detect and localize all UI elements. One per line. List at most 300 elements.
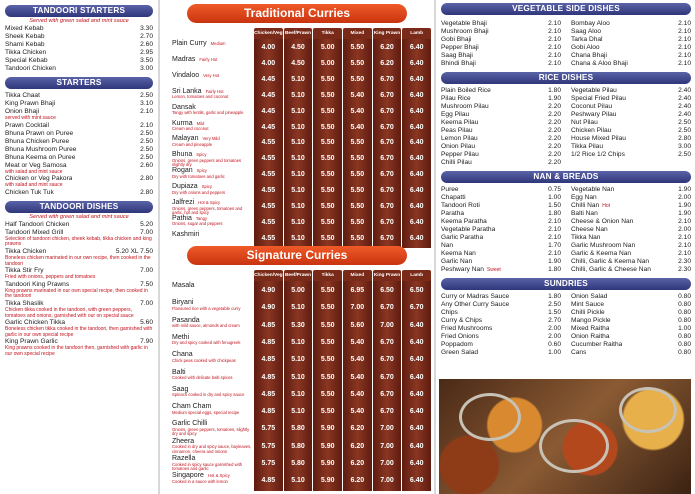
menu-item-name: Onion Bhaji	[5, 108, 40, 115]
curry-price: 5.50	[350, 59, 365, 67]
menu-item-row	[441, 95, 561, 103]
curry-name-cell	[162, 334, 254, 351]
menu-item-name-text: Peas Pilau	[441, 127, 473, 134]
menu-item-price: 2.50	[140, 137, 153, 145]
menu-item-name-text: Special Fried Pilau	[571, 95, 626, 102]
menu-item-name	[441, 20, 487, 28]
menu-item-price: 2.10	[548, 218, 561, 225]
curry-price: 6.70	[380, 304, 394, 312]
curry-price: 5.50	[320, 75, 335, 83]
menu-item-price: 2.50	[678, 119, 691, 126]
spice-tag: Very Mild	[202, 136, 220, 142]
curry-row	[162, 120, 432, 136]
curry-prices	[254, 215, 432, 231]
fold-divider	[158, 0, 160, 494]
menu-item-price: 2.20	[548, 103, 561, 110]
curry-name-cell	[162, 420, 254, 437]
traditional-curries-header: Traditional Curries	[187, 4, 407, 23]
menu-item-name: King Prawn Garlic	[5, 338, 58, 346]
menu-item-name	[441, 111, 469, 119]
curry-description: with mild sauce, almonds and cream	[172, 323, 240, 329]
menu-item-row	[441, 210, 561, 218]
left-column	[441, 20, 561, 68]
curry-name-cell	[162, 183, 254, 199]
menu-item-name-text: Keema Pilau	[441, 119, 479, 126]
menu-item-name-text: Tikka Nan	[571, 234, 601, 241]
menu-item-name-text: Pepper Bhaji	[441, 44, 479, 51]
menu-item-name	[571, 325, 609, 333]
menu-item-price: 0.75	[548, 186, 561, 193]
menu-item-row	[571, 202, 691, 210]
menu-item-row	[571, 325, 691, 333]
column-header: Tikka	[313, 28, 342, 39]
curry-prices	[254, 135, 432, 151]
tandoori-dishes-list	[5, 221, 153, 358]
menu-item-name	[571, 111, 616, 119]
menu-item-row	[441, 44, 561, 52]
menu-item-name	[441, 127, 473, 135]
menu-item-price: 2.20	[548, 119, 561, 126]
starters-list	[5, 92, 153, 197]
menu-item-price: 2.10	[678, 52, 691, 59]
curry-row	[162, 351, 432, 368]
curry-name-cell	[162, 317, 254, 334]
curry-description: Cooked in dry and spicy sauce, bayleaves, cinnamon, cheera and onions	[172, 444, 252, 454]
menu-item-row	[441, 194, 561, 202]
curry-price: 4.50	[291, 59, 305, 67]
menu-item-row	[441, 266, 561, 274]
curry-price: 7.00	[350, 304, 365, 312]
menu-item-row	[571, 250, 691, 258]
menu-item-row	[571, 95, 691, 103]
curry-description: Dry and spicy cooked with fenugreek	[172, 340, 241, 346]
menu-item-row	[5, 33, 153, 41]
menu-item-name-text: Vegetable Paratha	[441, 226, 496, 233]
menu-item-row	[441, 87, 561, 95]
menu-item-price: 2.50	[678, 127, 691, 134]
curry-price: 5.50	[320, 390, 335, 398]
curry-prices	[254, 72, 432, 88]
menu-item-row	[571, 28, 691, 36]
curry-row	[162, 40, 432, 56]
menu-item-row	[441, 301, 561, 309]
menu-item-name	[571, 309, 605, 317]
menu-item-name-text: Saag Bhaji	[441, 52, 473, 59]
curry-row	[162, 167, 432, 183]
menu-item-name	[571, 210, 598, 218]
menu-item-name	[571, 143, 603, 151]
curry-price: 6.40	[409, 338, 424, 346]
curry-row	[162, 183, 432, 199]
menu-item-name-text: Fried Mushrooms	[441, 325, 493, 332]
menu-item-row	[571, 266, 691, 274]
menu-item-row	[571, 60, 691, 68]
menu-item-name-text: Mushroom Pilau	[441, 103, 489, 110]
menu-item-row	[571, 194, 691, 202]
menu-item-name-text: Onion Salad	[571, 293, 608, 300]
menu-item-price: 1.70	[548, 242, 561, 249]
curry-name-cell	[162, 215, 254, 231]
menu-item-row	[441, 159, 561, 167]
menu-item-name: Garlic Chicken Tikka	[5, 319, 66, 327]
curry-price: 5.90	[320, 460, 335, 467]
menu-item-name-text: Egg Pilau	[441, 111, 470, 118]
spice-tag: Spicy	[196, 152, 207, 158]
menu-item-description: King prawns marinated in our own special recipe, then cooked in the tandoori	[5, 287, 148, 300]
curry-price: 7.00	[380, 477, 394, 485]
curry-description: Onions, green peppers and tomatoes slightly dry	[172, 157, 242, 168]
menu-item-price: 5.60	[140, 319, 153, 327]
curry-price: 6.40	[409, 123, 424, 131]
curry-price: 5.50	[350, 203, 365, 210]
curry-name-text: Vindaloo	[172, 71, 200, 79]
menu-item-price: 2.10	[548, 44, 561, 51]
menu-item-name	[571, 60, 628, 68]
curry-price: 4.55	[261, 187, 276, 195]
curry-row	[162, 403, 432, 420]
menu-item-name: Bhuna Prawn on Puree	[5, 129, 74, 137]
curry-name-text: Zheera	[172, 437, 195, 445]
menu-item-name-text: Mixed Raitha	[571, 325, 610, 332]
menu-item-name: Tikka Stir Fry	[5, 267, 44, 275]
menu-item-row	[5, 189, 153, 197]
menu-item-row	[571, 111, 691, 119]
curry-price: 4.45	[261, 107, 276, 115]
menu-item-name	[441, 210, 464, 218]
curry-price: 5.10	[291, 187, 305, 195]
menu-item-price: 0.60	[548, 341, 561, 348]
menu-item-name	[571, 119, 598, 127]
menu-item-name-text: Poppadom	[441, 341, 473, 348]
menu-item-name	[441, 186, 459, 194]
column-header: Chicken/Veg	[254, 270, 283, 281]
curry-name-text: Kurma	[172, 119, 193, 127]
menu-item-price: 1.00	[678, 325, 691, 332]
curry-row	[162, 56, 432, 72]
curry-price: 6.70	[380, 234, 394, 242]
menu-item-row	[571, 119, 691, 127]
curry-price: 5.50	[320, 139, 335, 147]
menu-item-row	[441, 293, 561, 301]
curry-description: Dry with onions and peppers	[172, 189, 226, 195]
curry-price: 6.40	[409, 187, 424, 195]
menu-item-name-text: Gobi Aloo	[571, 44, 600, 51]
curry-price: 5.50	[320, 304, 335, 312]
menu-item-row	[441, 226, 561, 234]
curry-name-cell	[162, 56, 254, 72]
curry-name-cell	[162, 455, 254, 472]
menu-item-name: Chicken Tuk Tuk	[5, 188, 54, 196]
column-header: Mixed	[343, 28, 372, 39]
menu-item-name	[441, 60, 476, 68]
menu-item-name: Tikka Chicken	[5, 247, 47, 255]
menu-item-name-text: Plain Boiled Rice	[441, 87, 491, 94]
left-column	[441, 87, 561, 167]
curry-name-cell	[162, 199, 254, 215]
curry-price: 4.90	[261, 304, 276, 312]
curry-price: 5.00	[320, 59, 335, 67]
menu-item-price: 2.10	[548, 234, 561, 241]
curry-price: 5.50	[320, 287, 335, 294]
curry-row	[162, 282, 432, 299]
menu-item-name	[571, 333, 610, 341]
curry-name-cell	[162, 135, 254, 151]
curry-price: 6.40	[409, 425, 424, 433]
curry-price: 6.20	[380, 59, 394, 67]
menu-item-price: 2.10	[548, 28, 561, 35]
curry-description: Cooked in spicy sauce garnished with tomatoes and garlic	[172, 461, 243, 472]
menu-item-row	[5, 49, 153, 57]
menu-item-name	[441, 309, 458, 317]
curry-name-text: Singapore	[172, 472, 204, 480]
menu-item-row	[571, 234, 691, 242]
menu-item-name: Bhuna Keema on Puree	[5, 153, 76, 161]
menu-item-price: 3.30	[140, 25, 153, 32]
curry-price: 5.40	[350, 408, 365, 416]
menu-item-price: 2.20	[548, 135, 561, 142]
curry-name-cell	[162, 472, 254, 489]
menu-item-name	[441, 151, 479, 159]
menu-item-name: Bhuna Mushroom Puree	[5, 145, 77, 153]
curry-price: 6.40	[409, 155, 424, 163]
curry-description: Onions, green peppers, tomatoes, slightly dry and spicy	[172, 426, 250, 437]
menu-item-name-text: Cheese Nan	[571, 226, 608, 233]
menu-item-price: 2.10	[678, 36, 691, 43]
menu-item-row	[571, 127, 691, 135]
curry-price: 5.10	[291, 477, 305, 485]
curry-price: 4.00	[261, 44, 276, 51]
tandoori-starters-list	[5, 25, 153, 73]
curry-prices	[254, 282, 432, 299]
two-column-list	[441, 186, 691, 274]
menu-item-name-text: Fried Onions	[441, 333, 479, 340]
curry-name-cell	[162, 120, 254, 136]
curry-description: Spinach cooked in dry and spicy sauce	[172, 392, 245, 398]
menu-item-name-text: Egg Nan	[571, 194, 597, 201]
curry-price: 5.80	[291, 425, 305, 433]
curry-row	[162, 72, 432, 88]
menu-item-name	[441, 194, 466, 202]
menu-item-name-text: Tandoori Roti	[441, 202, 480, 209]
curry-name-text: Razella	[172, 455, 196, 462]
menu-item-name-text: Vegetable Pilau	[571, 87, 617, 94]
menu-item-price: 2.40	[678, 87, 691, 94]
menu-item-row	[571, 20, 691, 28]
menu-item-price: 0.80	[678, 293, 691, 300]
curry-price: 6.70	[380, 373, 394, 381]
menu-item-name-text: Chips	[441, 309, 458, 316]
menu-item-name-text: Coconut Pilau	[571, 103, 613, 110]
curry-price: 4.85	[261, 321, 276, 329]
menu-item-name: Tikka Chaat	[5, 92, 40, 99]
menu-item-price: 0.80	[678, 309, 691, 316]
curry-name-text: Dansak	[172, 103, 196, 111]
veg-sides-list	[441, 20, 691, 68]
column-header: Beef/Prawn	[284, 28, 313, 39]
menu-item-name-text: Chana & Aloo Bhaji	[571, 60, 628, 67]
menu-item-price: 0.80	[678, 301, 691, 308]
menu-item-price: 1.80	[548, 87, 561, 94]
curry-price: 5.50	[350, 44, 365, 51]
menu-item-name	[441, 349, 478, 357]
curry-prices	[254, 40, 432, 56]
menu-item-price: 2.10	[678, 44, 691, 51]
menu-item-price: 2.40	[678, 111, 691, 118]
column-header: Lamb	[402, 270, 431, 281]
curry-price: 6.40	[409, 59, 424, 67]
menu-item-name-text: Gobi Bhaji	[441, 36, 472, 43]
menu-item-price: 1.90	[548, 95, 561, 102]
curry-prices	[254, 351, 432, 368]
curry-prices	[254, 455, 432, 472]
menu-item-name	[571, 258, 649, 266]
curry-prices	[254, 369, 432, 386]
curry-name-text: Madras	[172, 55, 196, 63]
menu-item-name-text: Cheese & Onion Nan	[571, 218, 634, 225]
menu-item-row	[441, 36, 561, 44]
menu-item-name-text: Puree	[441, 186, 459, 193]
curry-prices	[254, 183, 432, 199]
curry-price: 5.10	[291, 171, 305, 179]
menu-item-price: 2.50	[548, 301, 561, 308]
curry-row	[162, 299, 432, 316]
menu-item-name: Half Tandoori Chicken	[5, 220, 70, 228]
fold-divider	[434, 0, 436, 494]
curry-name-cell	[162, 104, 254, 120]
signature-curries-header: Signature Curries	[187, 246, 407, 265]
curry-price: 5.50	[320, 408, 335, 416]
curry-name-text: Pathia	[172, 214, 192, 222]
menu-item-row	[5, 41, 153, 49]
curry-price: 5.50	[320, 107, 335, 115]
right-column	[571, 87, 691, 167]
menu-item-price: 7.00	[140, 228, 153, 236]
curry-price: 5.40	[350, 123, 365, 131]
menu-item-row	[5, 122, 153, 130]
menu-item-row	[571, 349, 691, 357]
spice-tag: Hot & Spicy	[207, 473, 230, 479]
curry-row	[162, 369, 432, 386]
menu-item-name-text: Nut Pilau	[571, 119, 598, 126]
menu-item-row	[571, 210, 691, 218]
right-panel	[437, 0, 695, 494]
menu-item-row	[571, 151, 691, 159]
curry-price: 7.00	[380, 321, 394, 329]
curry-price: 4.90	[261, 287, 276, 294]
menu-item-row	[571, 44, 691, 52]
curry-name-text: Bhuna	[172, 151, 193, 159]
menu-item-name	[571, 266, 651, 274]
curry-row	[162, 135, 432, 151]
curry-price: 5.10	[291, 91, 305, 99]
curry-price: 5.50	[320, 187, 335, 195]
menu-item-price: 2.60	[140, 161, 153, 169]
menu-item-name-text: Vegetable Nan	[571, 186, 615, 193]
curry-prices	[254, 438, 432, 455]
curry-price: 5.10	[291, 234, 305, 242]
curry-name	[172, 72, 254, 80]
menu-item-price: 5.20 XL 7.50	[115, 247, 153, 255]
curry-prices	[254, 199, 432, 215]
curry-description: Cream and coconut	[172, 126, 209, 132]
menu-item-name	[441, 301, 509, 309]
curry-price: 5.10	[291, 218, 305, 226]
menu-item-name-text: Onion Pilau	[441, 143, 476, 150]
curry-price: 5.50	[350, 139, 365, 147]
menu-item-name	[441, 293, 509, 301]
column-headers	[254, 28, 432, 39]
menu-item-name-text: Bhindi Bhaji	[441, 60, 476, 67]
menu-item-row	[5, 154, 153, 162]
menu-item-name	[571, 103, 612, 111]
curry-price: 5.80	[291, 460, 305, 467]
menu-item-name: Tikka Chicken	[5, 49, 47, 56]
curry-price: 5.50	[350, 234, 365, 242]
curry-price: 6.70	[380, 390, 394, 398]
curry-prices	[254, 299, 432, 316]
menu-item-description: Boneless chicken marinated in our own recipe, then cooked in the tandoori	[5, 254, 151, 267]
curry-name-text: Chana	[172, 351, 193, 359]
food-photo	[439, 379, 691, 494]
curry-price: 5.50	[320, 218, 335, 226]
menu-item-name	[441, 218, 487, 226]
menu-item-name: Shami Kebab	[5, 41, 45, 48]
curry-row	[162, 104, 432, 120]
column-header: Mixed	[343, 270, 372, 281]
menu-item-name	[441, 28, 489, 36]
menu-item-name	[571, 87, 617, 95]
curry-price: 6.70	[380, 155, 394, 163]
menu-item-name: Special Kebab	[5, 57, 48, 64]
curry-price: 7.00	[380, 442, 394, 450]
curry-name-cell	[162, 351, 254, 368]
curry-row	[162, 334, 432, 351]
curry-row	[162, 317, 432, 334]
menu-item-row	[571, 36, 691, 44]
curry-price: 6.20	[350, 425, 365, 433]
menu-item-row	[441, 341, 561, 349]
curry-price: 4.85	[261, 390, 276, 398]
curry-price: 6.40	[409, 321, 424, 329]
curry-price: 4.45	[261, 123, 276, 131]
menu-item-description: Selection of tandoori chicken, sheek kebab, tikka chicken and king prawns	[5, 235, 152, 248]
curry-row	[162, 438, 432, 455]
tandoori-starters-subtitle: Served with green salad and mint sauce	[29, 18, 129, 24]
menu-item-name	[441, 103, 489, 111]
menu-item-name	[441, 226, 495, 234]
menu-item-price: 2.10	[548, 226, 561, 233]
curry-price: 4.45	[261, 91, 276, 99]
menu-item-price: 2.10	[140, 121, 153, 129]
two-column-list	[441, 87, 691, 167]
menu-item-row	[441, 317, 561, 325]
menu-item-name-text: Chilli Nan	[571, 202, 600, 209]
menu-item-name: Chicken or Veg Pakora	[5, 175, 73, 183]
menu-item-name-text: Garlic Mushroom Nan	[571, 242, 636, 249]
curry-price: 6.70	[380, 203, 394, 210]
menu-item-price: 1.00	[548, 194, 561, 201]
menu-item-row	[441, 218, 561, 226]
menu-item-name	[571, 317, 611, 325]
curry-price: 5.50	[320, 91, 335, 99]
menu-item-row	[5, 57, 153, 65]
curry-name-text: Pasanda	[172, 316, 200, 324]
two-column-list	[441, 20, 691, 68]
menu-item-name-text: Tikka Pilau	[571, 143, 604, 150]
menu-item-name-text: Bombay Aloo	[571, 20, 610, 27]
menu-item-price: 2.50	[140, 129, 153, 137]
menu-item-row	[571, 341, 691, 349]
